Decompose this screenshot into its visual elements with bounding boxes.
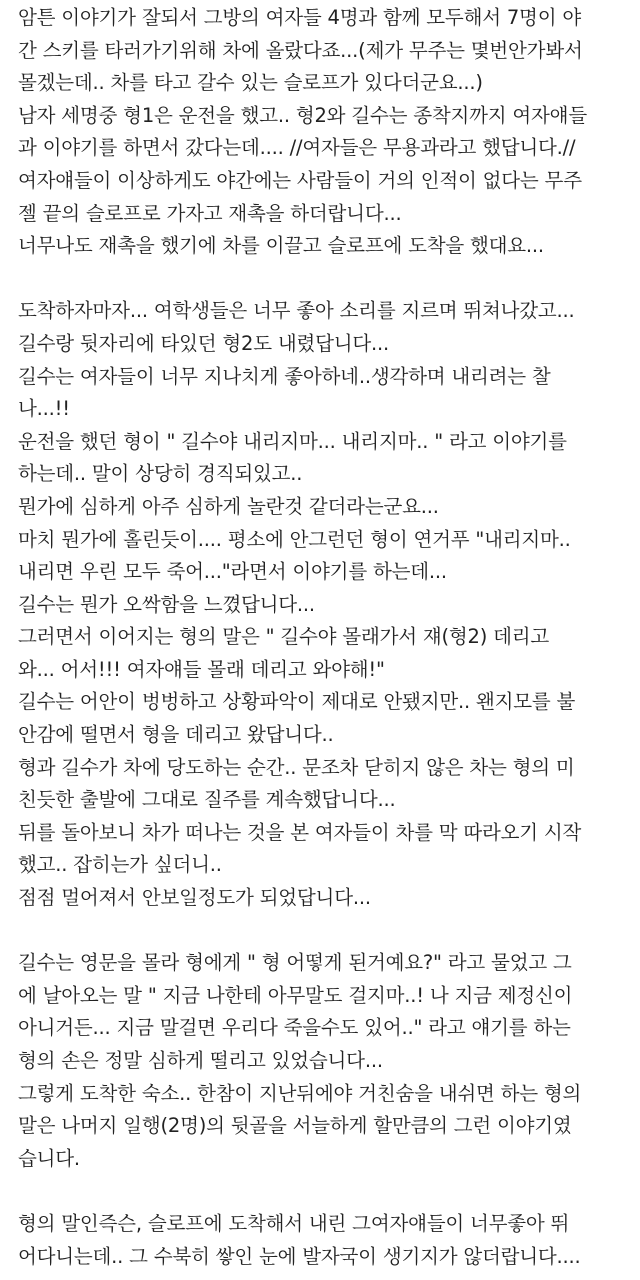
text-line: 습니다. [18, 1146, 80, 1170]
text-line: 너무나도 재촉을 했기에 차를 이끌고 슬로프에 도착을 했대요... [18, 234, 544, 258]
paragraph-gap [18, 1175, 628, 1208]
text-line: 마치 뭔가에 홀린듯이.... 평소에 안그런던 형이 연거푸 "내리지마.. [18, 527, 571, 551]
text-line: 했고.. 잡히는가 싶더니.. [18, 853, 222, 877]
text-line: 운전을 했던 형이 " 길수야 내리지마... 내리지마.. " 라고 이야기를 [18, 429, 567, 453]
text-line: 하는데.. 말이 상당히 경직되있고.. [18, 462, 303, 486]
post-body [18, 2, 628, 1273]
text-line: 에 날아오는 말 " 지금 나한테 아무말도 걸지마..! 나 지금 제정신이 [18, 983, 573, 1007]
text-line: 그렇게 도착한 숙소.. 한참이 지난뒤에야 거친숨을 내쉬면 하는 형의 [18, 1081, 582, 1105]
paragraph-gap [18, 263, 628, 296]
text-line: 형의 손은 정말 심하게 떨리고 있었습니다... [18, 1049, 383, 1072]
text-line: 간 스키를 타러가기위해 차에 올랐다죠...(제가 무주는 몇번안가봐서 [18, 38, 583, 62]
text-line: 길수는 뭔가 오싹함을 느꼈답니다... [18, 592, 315, 616]
text-line: 길수는 여자들이 너무 지나치게 좋아하네..생각하며 내리려는 찰 [18, 364, 551, 388]
text-line: 말은 나머지 일행(2명)의 뒷골을 서늘하게 할만큼의 그런 이야기였 [18, 1114, 572, 1138]
text-line: 젤 끝의 슬로프로 가자고 재촉을 하더랍니다... [18, 201, 402, 225]
text-line: 몰겠는데.. 차를 타고 갈수 있는 슬로프가 있다더군요...) [18, 71, 483, 95]
text-line: 나...!! [18, 397, 70, 421]
text-line: 어다니는데.. 그 수북히 쌓인 눈에 발자국이 생기지가 않더랍니다.... [18, 1244, 581, 1268]
text-line: 뒤를 돌아보니 차가 떠나는 것을 본 여자들이 차를 막 따라오기 시작 [18, 820, 582, 844]
text-line: 와... 어서!!! 여자얘들 몰래 데리고 와야해!" [18, 657, 385, 681]
text-line: 형과 길수가 차에 당도하는 순간.. 문조차 닫히지 않은 차는 형의 미 [18, 755, 575, 779]
text-line: 아니거든... 지금 말걸면 우리다 죽을수도 있어.." 라고 얘기를 하는 [18, 1016, 571, 1040]
paragraph-gap [18, 915, 628, 948]
text-line: 길수는 어안이 벙벙하고 상황파악이 제대로 안됐지만.. 왠지모를 불 [18, 690, 576, 714]
text-line: 내리면 우린 모두 죽어..."라면서 이야기를 하는데... [18, 560, 447, 584]
text-line: 여자얘들이 이상하게도 야간에는 사람들이 거의 인적이 없다는 무주 [18, 168, 582, 192]
text-line: 과 이야기를 하면서 갔다는데.... //여자들은 무용과라고 했답니다.// [18, 136, 576, 160]
text-line: 안감에 떨면서 형을 데리고 왔답니다.. [18, 723, 334, 747]
text-line: 길수는 영문을 몰라 형에게 " 형 어떻게 된거예요?" 라고 물었고 그 [18, 951, 572, 975]
text-line: 도착하자마자... 여학생들은 너무 좋아 소리를 지르며 뛰쳐나갔고... [18, 299, 575, 323]
text-line: 점점 멀어져서 안보일정도가 되었답니다... [18, 886, 371, 910]
text-line: 그러면서 이어지는 형의 말은 " 길수야 몰래가서 쟤(형2) 데리고 [18, 625, 550, 649]
text-line: 친듯한 출발에 그대로 질주를 계속했답니다... [18, 788, 396, 812]
text-line: 형의 말인즉슨, 슬로프에 도착해서 내린 그여자얘들이 너무좋아 뛰 [18, 1211, 570, 1235]
text-line: 남자 세명중 형1은 운전을 했고.. 형2와 길수는 종착지까지 여자얘들 [18, 103, 587, 127]
text-line: 뭔가에 심하게 아주 심하게 놀란것 같더라는군요... [18, 494, 439, 518]
text-line: 길수랑 뒷자리에 타있던 형2도 내렸답니다... [18, 331, 390, 355]
text-line: 암튼 이야기가 잘되서 그방의 여자들 4명과 함께 모두해서 7명이 야 [18, 6, 581, 29]
